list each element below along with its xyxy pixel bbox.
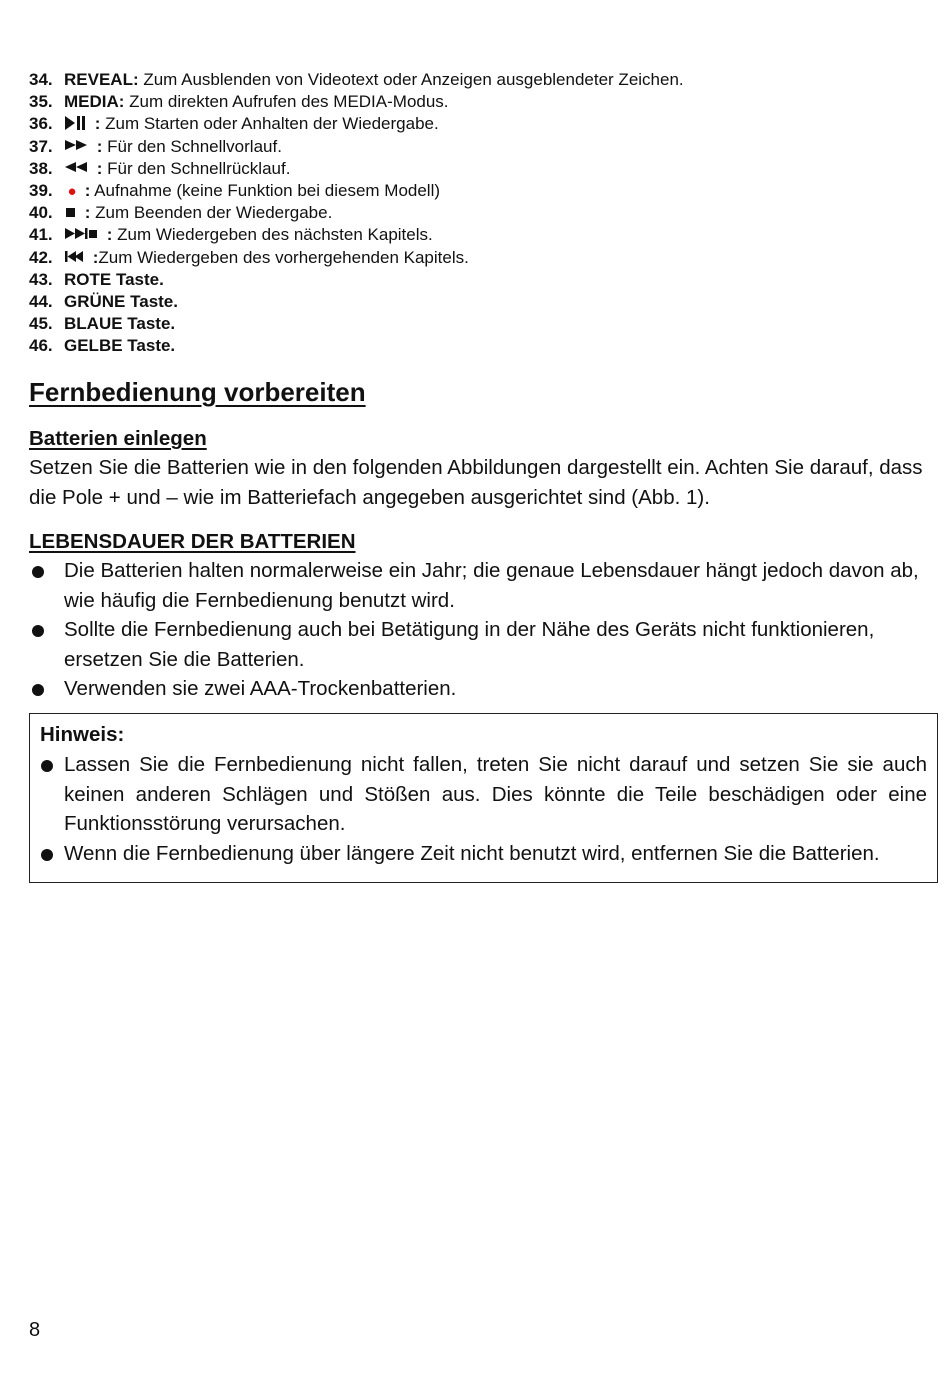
- item-number: 42.: [29, 247, 53, 267]
- key-label: :: [92, 136, 103, 156]
- batteries-text: Setzen Sie die Batterien wie in den folgenden Abbildungen dargestellt ein. Achten Sie darauf, dass die Pole + und – wie im Batteriefach angegeben ausgerichtet sind (Abb. 1).: [29, 456, 923, 509]
- list-item: [29, 247, 929, 269]
- remote-key-list: [29, 69, 929, 357]
- key-description: Zum Ausblenden von Videotext oder Anzeigen ausgeblendeter Zeichen.: [138, 70, 684, 89]
- list-item-text: Sollte die Fernbedienung auch bei Betätigung in der Nähe des Geräts nicht funktionieren, ersetzen Sie die Batterien.: [64, 618, 875, 671]
- list-item: [29, 269, 929, 291]
- item-number: 34.: [29, 70, 53, 89]
- key-label: :: [102, 225, 113, 245]
- list-item-text: Verwenden sie zwei AAA-Trockenbatterien.: [64, 677, 457, 700]
- item-number: 36.: [29, 114, 53, 134]
- key-label: GRÜNE Taste.: [64, 291, 178, 311]
- key-label: REVEAL:: [64, 70, 139, 89]
- item-number: 45.: [29, 314, 53, 334]
- stop-icon: [64, 206, 76, 218]
- list-item: [40, 839, 927, 869]
- battery-lifetime-section: [29, 528, 938, 704]
- list-item: [29, 158, 929, 180]
- item-number: 43.: [29, 269, 53, 289]
- key-label: :: [88, 247, 99, 267]
- item-number: 38.: [29, 158, 53, 178]
- list-item: [29, 291, 929, 313]
- page-number: 8: [29, 1319, 41, 1341]
- bullet-icon: [41, 849, 53, 861]
- key-label: :: [92, 158, 103, 178]
- item-number: 37.: [29, 136, 53, 156]
- key-description: Zum direkten Aufrufen des MEDIA-Modus.: [124, 92, 449, 112]
- note-title: Hinweis:: [40, 723, 125, 746]
- list-item: [29, 335, 929, 357]
- key-description: Für den Schnellvorlauf.: [102, 136, 282, 156]
- list-item: [29, 91, 929, 113]
- item-number: 35.: [29, 92, 53, 112]
- key-label: GELBE Taste.: [64, 336, 176, 356]
- list-item: [29, 556, 938, 615]
- section-title: Fernbedienung vorbereiten: [29, 377, 366, 407]
- key-label: :: [90, 114, 101, 134]
- item-number: 39.: [29, 180, 53, 200]
- item-number: 41.: [29, 225, 53, 245]
- list-item: [29, 202, 929, 224]
- key-description: Zum Beenden der Wiedergabe.: [90, 203, 333, 223]
- item-number: 44.: [29, 291, 53, 311]
- bullet-icon: [32, 566, 44, 578]
- key-description: Für den Schnellrücklauf.: [102, 158, 291, 178]
- list-item: [40, 750, 927, 839]
- list-item: [29, 674, 938, 704]
- batteries-heading: Batterien einlegen: [29, 427, 207, 450]
- list-item-text: Lassen Sie die Fernbedienung nicht fallen, treten Sie nicht darauf und setzen Sie sie auch keinen anderen Schlägen und Stößen aus. Dies könnte die Teile beschädigen oder eine Funktionsstörung verursachen.: [64, 753, 927, 835]
- record-icon: ●: [67, 182, 77, 200]
- key-label: ROTE Taste.: [64, 269, 164, 289]
- bullet-icon: [32, 684, 44, 696]
- lifetime-list: [29, 556, 938, 704]
- fast-forward-icon: [64, 139, 88, 151]
- list-item: [29, 113, 929, 135]
- key-label: :: [80, 203, 91, 223]
- rewind-icon: [64, 161, 88, 173]
- list-item: [29, 69, 929, 91]
- list-item: [29, 224, 929, 246]
- list-item-text: Die Batterien halten normalerweise ein Jahr; die genaue Lebensdauer hängt jedoch davon ab, wie häufig die Fernbedienung benutzt wird.: [64, 559, 919, 612]
- item-number: 40.: [29, 203, 53, 223]
- bullet-icon: [32, 625, 44, 637]
- play-pause-icon: [64, 115, 86, 131]
- key-description: Aufnahme (keine Funktion bei diesem Modell): [90, 180, 441, 200]
- note-box: [29, 713, 938, 883]
- list-item-text: Wenn die Fernbedienung über längere Zeit nicht benutzt wird, entfernen Sie die Batterien.: [64, 841, 880, 865]
- item-number: 46.: [29, 336, 53, 356]
- previous-chapter-icon: [64, 250, 84, 263]
- key-description: Zum Starten oder Anhalten der Wiedergabe.: [100, 114, 439, 134]
- batteries-section: [29, 425, 938, 512]
- key-description: Zum Wiedergeben des vorhergehenden Kapitels.: [98, 247, 469, 267]
- next-chapter-icon: [64, 227, 98, 240]
- key-label: :: [80, 180, 91, 200]
- list-item: [29, 180, 929, 202]
- key-label: MEDIA:: [64, 92, 125, 112]
- list-item: [29, 615, 938, 674]
- list-item: [29, 136, 929, 158]
- key-description: Zum Wiedergeben des nächsten Kapitels.: [112, 225, 433, 245]
- lifetime-heading: LEBENSDAUER DER BATTERIEN: [29, 530, 356, 553]
- note-list: [40, 750, 927, 868]
- key-label: BLAUE Taste.: [64, 314, 176, 334]
- bullet-icon: [41, 760, 53, 772]
- list-item: [29, 313, 929, 335]
